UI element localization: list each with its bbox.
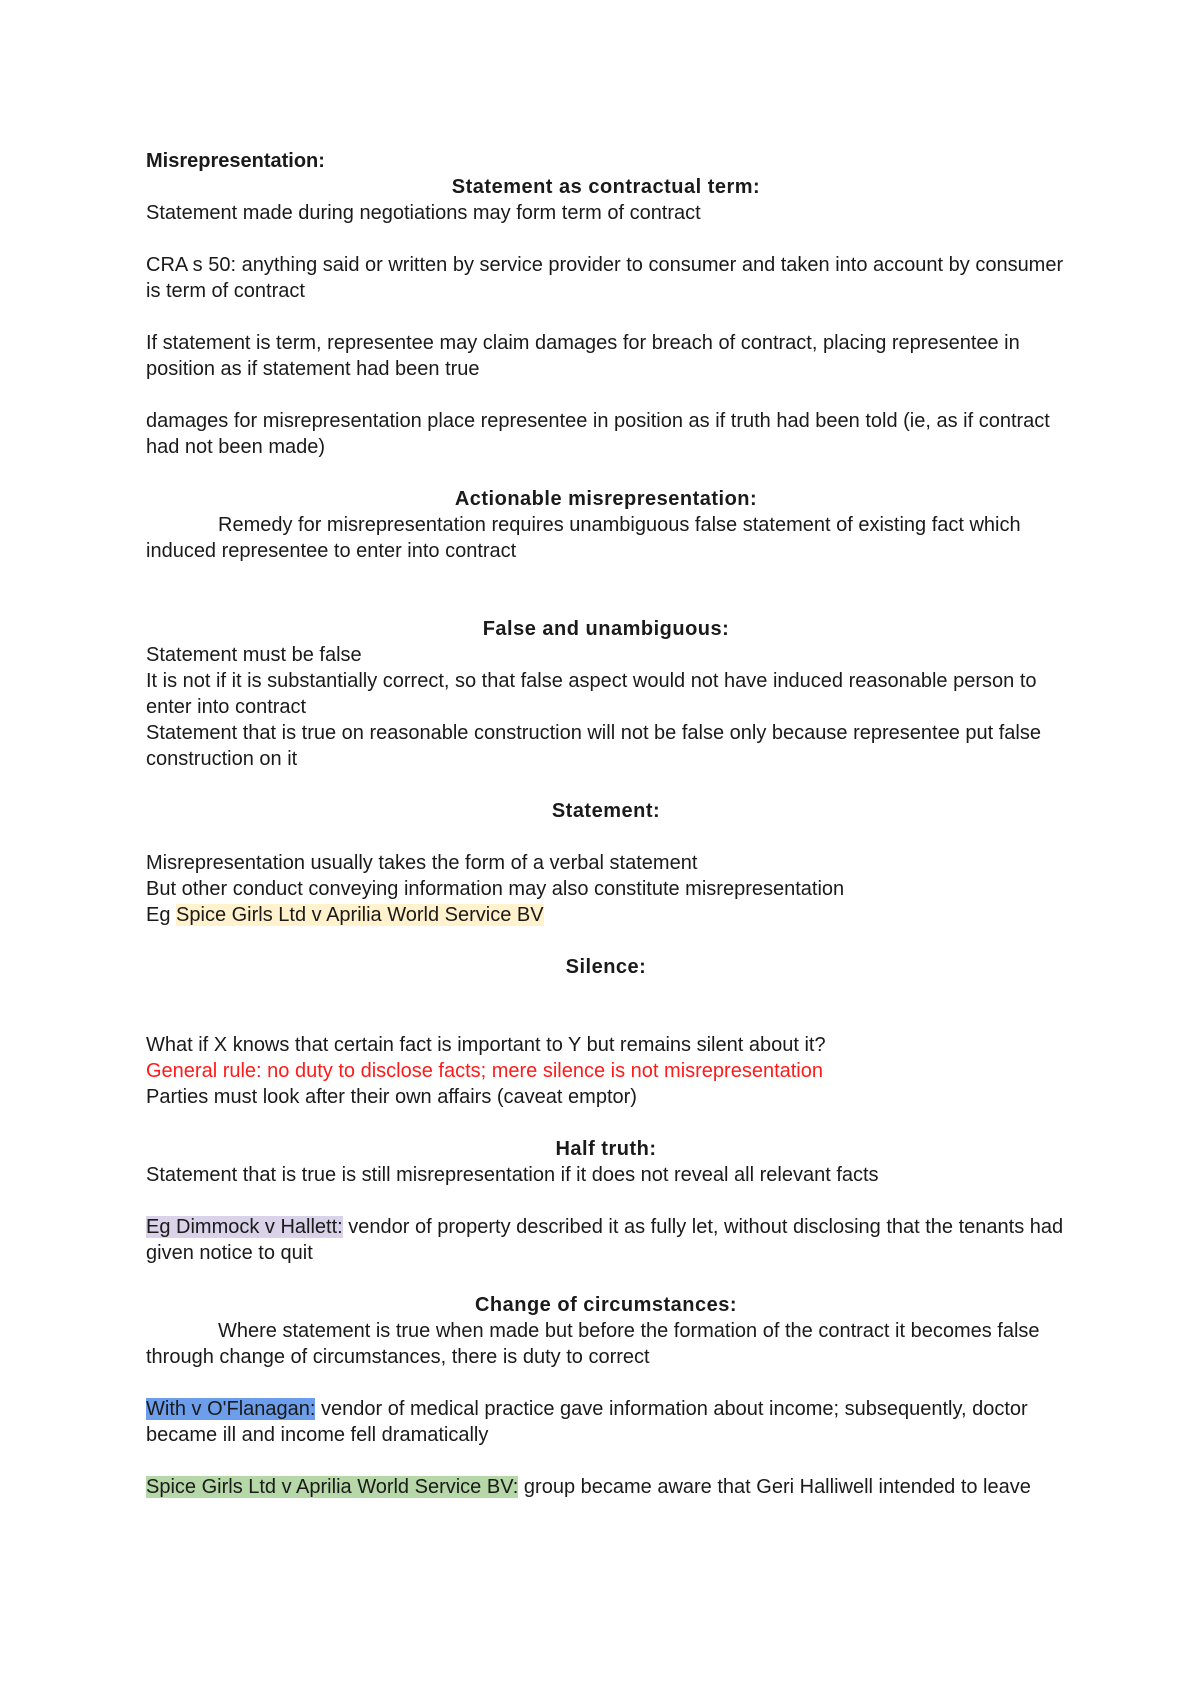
actionable-paragraph: Remedy for misrepresentation requires unambiguous false statement of existing fact which induced representee to enter into contract: [146, 514, 1021, 562]
case-highlight-dimmock: Eg Dimmock v Hallett:: [146, 1216, 343, 1238]
statement-line-2: But other conduct conveying information may also constitute misrepresentation: [146, 878, 845, 900]
case-highlight-with-v-oflanagan: With v O'Flanagan:: [146, 1398, 316, 1420]
half-truth-case-paragraph: [146, 1214, 1066, 1266]
term-paragraph-4: damages for misrepresentation place representee in position as if truth had been told (ie, as if contract had not been made): [146, 410, 1050, 458]
change-case-2-paragraph: [146, 1474, 1066, 1500]
spacer: [146, 1110, 1066, 1136]
spacer: [146, 304, 1066, 330]
spacer: [146, 772, 1066, 798]
false-line-1: Statement must be false: [146, 644, 362, 666]
false-line-2: It is not if it is substantially correct, so that false aspect would not have induced reasonable person to enter into contract: [146, 670, 1037, 718]
spacer: [146, 460, 1066, 486]
change-paragraph: Where statement is true when made but before the formation of the contract it becomes false through change of circumstances, there is duty to correct: [146, 1320, 1040, 1368]
case-highlight-spice-girls-2: Spice Girls Ltd v Aprilia World Service BV:: [146, 1476, 519, 1498]
spacer: [146, 928, 1066, 954]
case-text: group became aware that Geri Halliwell intended to leave: [518, 1476, 1031, 1498]
eg-prefix: Eg: [146, 904, 177, 926]
spacer: [146, 1370, 1066, 1396]
heading-half-truth: Half truth:: [555, 1138, 657, 1160]
document-title: Misrepresentation:: [146, 150, 325, 172]
change-case-1-paragraph: [146, 1396, 1066, 1448]
statement-line-1: Misrepresentation usually takes the form of a verbal statement: [146, 852, 698, 874]
document-page: [146, 148, 1066, 1500]
spacer: [146, 382, 1066, 408]
false-line-3: Statement that is true on reasonable construction will not be false only because representee put false construction on it: [146, 722, 1041, 770]
silence-line-3: Parties must look after their own affairs (caveat emptor): [146, 1086, 637, 1108]
heading-change-of-circumstances: Change of circumstances:: [474, 1294, 738, 1316]
heading-silence: Silence:: [565, 956, 647, 978]
statement-line-3: [146, 902, 1066, 928]
case-highlight-spice-girls: Spice Girls Ltd v Aprilia World Service BV: [176, 904, 544, 926]
heading-false-and-unambiguous: False and unambiguous:: [482, 618, 730, 640]
silence-general-rule: General rule: no duty to disclose facts; mere silence is not misrepresentation: [146, 1060, 823, 1082]
term-paragraph-3: If statement is term, representee may claim damages for breach of contract, placing representee in position as if statement had been true: [146, 332, 1020, 380]
heading-statement-as-term: Statement as contractual term:: [451, 176, 761, 198]
spacer: [146, 226, 1066, 252]
spacer: [146, 564, 1066, 616]
half-truth-line-1: Statement that is true is still misrepresentation if it does not reveal all relevant facts: [146, 1164, 879, 1186]
case-text: vendor of property described it as fully let, without disclosing that the tenants had given notice to quit: [146, 1216, 1064, 1264]
term-paragraph-1: Statement made during negotiations may form term of contract: [146, 202, 701, 224]
heading-actionable-misrepresentation: Actionable misrepresentation:: [454, 488, 758, 510]
silence-line-1: What if X knows that certain fact is important to Y but remains silent about it?: [146, 1034, 826, 1056]
spacer: [146, 1266, 1066, 1292]
spacer: [146, 1188, 1066, 1214]
spacer: [146, 1448, 1066, 1474]
case-text: vendor of medical practice gave information about income; subsequently, doctor became ill and income fell dramatically: [146, 1398, 1028, 1446]
term-paragraph-2: CRA s 50: anything said or written by service provider to consumer and taken into account by consumer is term of contract: [146, 254, 1064, 302]
spacer: [146, 824, 1066, 850]
heading-statement: Statement:: [551, 800, 661, 822]
spacer: [146, 980, 1066, 1032]
